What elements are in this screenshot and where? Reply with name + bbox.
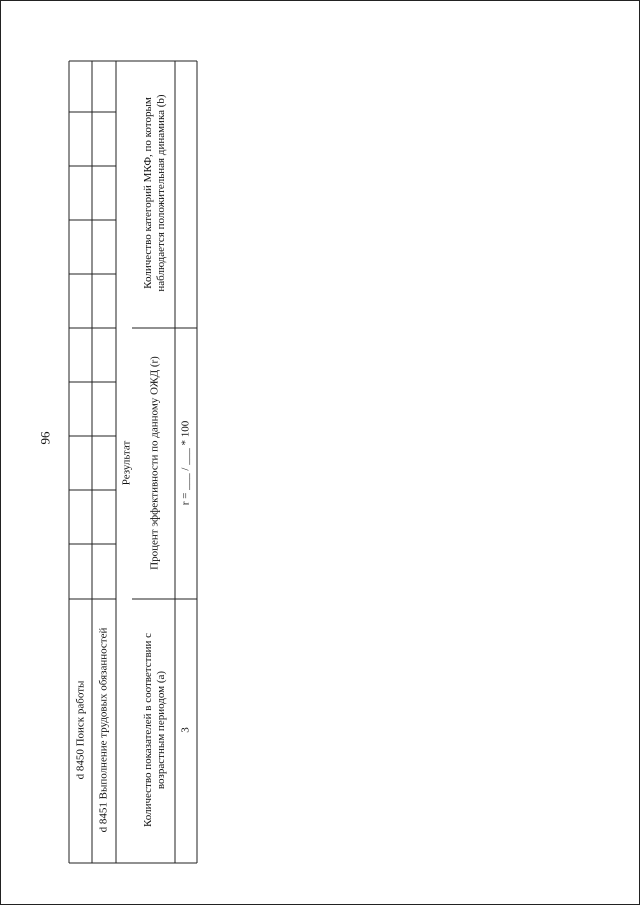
column-header-efficiency-percent: Процент эффективности по данному ОЖД (r) — [148, 356, 161, 570]
page-number: 96 — [37, 431, 53, 445]
criterion-row-label: d 8451 Выполнение трудовых обязанностей — [97, 627, 110, 833]
result-header: Результат — [120, 440, 133, 486]
value-efficiency-formula: r = ___ / ___ * 100 — [179, 420, 192, 506]
criterion-row-label: d 8450 Поиск работы — [74, 680, 87, 780]
value-indicators-count: 3 — [179, 727, 192, 733]
column-header-indicators-count: Количество показателей в соответствии с возрастным периодом (a) — [142, 632, 167, 828]
column-header-positive-dynamics: Количество категорий МКФ, по которым наблюдается положительная динамика (b) — [142, 94, 167, 292]
